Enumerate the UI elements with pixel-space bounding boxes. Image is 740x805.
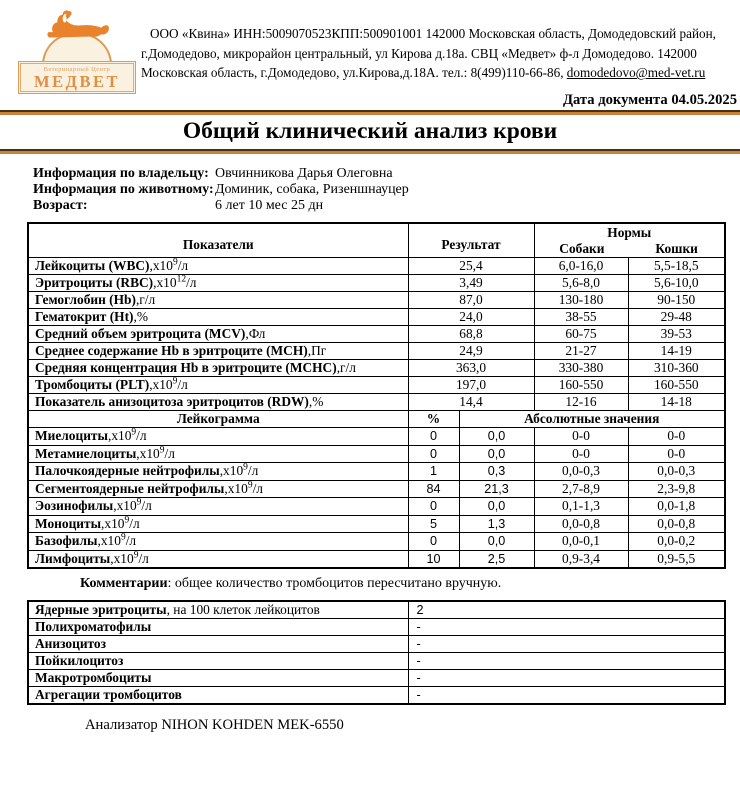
absolute-value: 0,0 (459, 533, 534, 551)
cat-norm: 14-18 (628, 394, 725, 411)
morphology-label: Ядерные эритроциты, на 100 клеток лейкоцитов (28, 601, 408, 619)
logo-banner (18, 61, 136, 94)
dog-norm: 0,0-0,1 (534, 533, 628, 551)
morphology-row (28, 686, 725, 704)
result-value: 197,0 (408, 377, 534, 394)
percent-value: 0 (408, 445, 459, 463)
header-leukogram: Лейкограмма (28, 411, 408, 428)
leukogram-row (28, 533, 725, 551)
result-value: 24,9 (408, 343, 534, 360)
leukogram-row (28, 498, 725, 516)
percent-value: 5 (408, 515, 459, 533)
cbc-row (28, 377, 725, 394)
cbc-row (28, 343, 725, 360)
header-result: Результат (408, 223, 534, 258)
morphology-row (28, 669, 725, 686)
company-info-line (141, 63, 736, 83)
patient-info-row (33, 182, 740, 198)
company-info-line: ООО «Квина» ИНН:5009070523КПП:500901001 142000 Московская область, Домодедовский район, (150, 26, 716, 41)
company-info-address: Московская область, г.Домодедово, ул.Кирова,д.18А. тел.: 8(499)110-66-86, (141, 65, 567, 81)
dog-norm: 21-27 (534, 343, 628, 360)
cat-norm: 14-19 (628, 343, 725, 360)
morphology-label: Полихроматофилы (28, 618, 408, 635)
dog-norm: 0-0 (534, 445, 628, 463)
morphology-row (28, 601, 725, 619)
result-value: 363,0 (408, 360, 534, 377)
dog-norm: 2,7-8,9 (534, 480, 628, 498)
morphology-row (28, 635, 725, 652)
cbc-row (28, 309, 725, 326)
email-link[interactable]: domodedovo@med-vet.ru (566, 65, 706, 81)
cat-norm: 0-0 (628, 428, 725, 446)
morphology-value: - (408, 635, 725, 652)
dog-norm: 0,0-0,8 (534, 515, 628, 533)
cbc-row (28, 394, 725, 411)
dog-norm: 0,9-3,4 (534, 550, 628, 568)
cbc-header-row (28, 223, 725, 258)
dog-norm: 330-380 (534, 360, 628, 377)
leukogram-row (28, 445, 725, 463)
dog-norm: 5,6-8,0 (534, 275, 628, 292)
logo-banner-frame (20, 63, 134, 92)
norms-split (535, 241, 725, 257)
indicator-label: Среднее содержание Hb в эритроците (MCH),Пг (28, 343, 408, 360)
header-indicators: Показатели (28, 223, 408, 258)
indicator-label: $Моноциты,х10^9/л$ (28, 515, 408, 533)
indicator-label: Тромбоциты $(PLT),х10^9/л$ (28, 377, 408, 394)
comment-label: Комментарии (80, 575, 168, 591)
result-value: 25,4 (408, 258, 534, 275)
divider-rule (0, 149, 740, 154)
percent-value: 10 (408, 550, 459, 568)
comment-text: : общее количество тромбоцитов пересчитано вручную. (167, 575, 502, 591)
indicator-label: Гематокрит (Ht),% (28, 309, 408, 326)
indicator-label: Средняя концентрация Hb в эритроците (MCHC),г/л (28, 360, 408, 377)
indicator-label: Показатель анизоцитоза эритроцитов (RDW),% (28, 394, 408, 411)
absolute-value: 0,3 (459, 463, 534, 481)
norms-title: Нормы (607, 225, 652, 240)
cat-norm: 0,0-1,8 (628, 498, 725, 516)
document-date: Дата документа 04.05.2025 (562, 92, 737, 108)
cat-norm: 5,6-10,0 (628, 275, 725, 292)
cat-norm: 39-53 (628, 326, 725, 343)
result-value: 68,8 (408, 326, 534, 343)
absolute-value: 2,5 (459, 550, 534, 568)
logo-brand-text: МЕДВЕТ (34, 72, 120, 91)
cat-norm: 29-48 (628, 309, 725, 326)
dog-norm: 0-0 (534, 428, 628, 446)
morphology-value: - (408, 669, 725, 686)
leukogram-row (28, 515, 725, 533)
leukogram-row (28, 428, 725, 446)
company-info-line: г.Домодедово, микрорайон центральный, ул Кирова д.18а. СВЦ «Медвет» ф-л Домодедово. 142000 (141, 45, 697, 61)
absolute-value: 21,3 (459, 480, 534, 498)
morphology-label: Агрегации тромбоцитов (28, 686, 408, 704)
header-absolute-values: Абсолютные значения (459, 411, 725, 428)
morphology-row (28, 652, 725, 669)
cbc-row (28, 360, 725, 377)
header-cats: Кошки (655, 241, 698, 256)
cat-norm: 0,0-0,2 (628, 533, 725, 551)
leukogram-header-row (28, 411, 725, 428)
cbc-row (28, 292, 725, 309)
dog-norm: 0,1-1,3 (534, 498, 628, 516)
indicator-label: $Миелоциты,х10^9/л$ (28, 428, 408, 446)
analyzer-line: Анализатор NIHON KOHDEN MEK-6550 (85, 716, 344, 733)
cat-norm: 310-360 (628, 360, 725, 377)
morphology-value: - (408, 686, 725, 704)
cat-norm: 5,5-18,5 (628, 258, 725, 275)
percent-value: 1 (408, 463, 459, 481)
cbc-row (28, 326, 725, 343)
patient-info-row (33, 198, 740, 214)
morphology-label: Макротромбоциты (28, 669, 408, 686)
leukogram-row (28, 463, 725, 481)
absolute-value: 1,3 (459, 515, 534, 533)
patient-info-label: Информация по животному: (33, 182, 214, 197)
patient-info-value: Доминик, собака, Ризеншнауцер (215, 182, 409, 197)
leukogram-row (28, 480, 725, 498)
result-value: 14,4 (408, 394, 534, 411)
dog-norm: 130-180 (534, 292, 628, 309)
cat-norm: 0-0 (628, 445, 725, 463)
comment-line (80, 576, 740, 592)
indicator-label: Эритроциты $(RBC),х10^{12}/л$ (28, 275, 408, 292)
logo-subtitle: Ветеринарный Центр (43, 66, 111, 73)
cat-norm: 0,0-0,8 (628, 515, 725, 533)
patient-info-value: Овчинникова Дарья Олеговна (215, 166, 393, 181)
indicator-label: $Метамиелоциты,х10^9/л$ (28, 445, 408, 463)
patient-info-row (33, 166, 740, 182)
percent-value: 84 (408, 480, 459, 498)
patient-info-value: 6 лет 10 мес 25 дн (215, 198, 324, 213)
cat-norm: 0,0-0,3 (628, 463, 725, 481)
morphology-label: Пойкилоцитоз (28, 652, 408, 669)
header-percent: % (408, 411, 459, 428)
dog-norm: 160-550 (534, 377, 628, 394)
dog-icon (42, 9, 112, 42)
morphology-value: - (408, 652, 725, 669)
indicator-label: Лейкоциты $(WBC),х10^9/л$ (28, 258, 408, 275)
percent-value: 0 (408, 533, 459, 551)
indicator-label: Сегментоядерные $нейтрофилы,х10^9/л$ (28, 480, 408, 498)
morphology-value: 2 (408, 601, 725, 619)
dog-norm: 38-55 (534, 309, 628, 326)
indicator-label: $Эозинофилы,х10^9/л$ (28, 498, 408, 516)
cbc-row (28, 258, 725, 275)
indicator-label: Гемоглобин (Hb),г/л (28, 292, 408, 309)
header-dogs: Собаки (559, 241, 605, 256)
patient-info (33, 166, 740, 214)
indicator-label: Палочкоядерные $нейтрофилы,х10^9/л$ (28, 463, 408, 481)
indicator-label: $Базофилы,х10^9/л$ (28, 533, 408, 551)
report-title: Общий клинический анализ крови (182, 118, 558, 144)
morphology-label: Анизоцитоз (28, 635, 408, 652)
result-value: 3,49 (408, 275, 534, 292)
dog-norm: 60-75 (534, 326, 628, 343)
morphology-table (27, 600, 726, 705)
absolute-value: 0,0 (459, 498, 534, 516)
cat-norm: 2,3-9,8 (628, 480, 725, 498)
morphology-value: - (408, 618, 725, 635)
cbc-row (28, 275, 725, 292)
patient-info-label: Информация по владельцу: (33, 166, 209, 181)
patient-info-label: Возраст: (33, 198, 88, 213)
result-value: 24,0 (408, 309, 534, 326)
result-value: 87,0 (408, 292, 534, 309)
header-norms (534, 223, 725, 258)
cat-norm: 0,9-5,5 (628, 550, 725, 568)
dog-norm: 6,0-16,0 (534, 258, 628, 275)
leukogram-row (28, 550, 725, 568)
absolute-value: 0,0 (459, 428, 534, 446)
report-header (0, 0, 740, 91)
morphology-row (28, 618, 725, 635)
dog-norm: 0,0-0,3 (534, 463, 628, 481)
medvet-logo (17, 8, 137, 96)
cat-norm: 90-150 (628, 292, 725, 309)
indicator-label: Средний объем эритроцита (MCV),Фл (28, 326, 408, 343)
dog-norm: 12-16 (534, 394, 628, 411)
percent-value: 0 (408, 428, 459, 446)
cat-norm: 160-550 (628, 377, 725, 394)
indicator-label: $Лимфоциты,х10^9/л$ (28, 550, 408, 568)
cbc-table (27, 222, 726, 569)
absolute-value: 0,0 (459, 445, 534, 463)
percent-value: 0 (408, 498, 459, 516)
